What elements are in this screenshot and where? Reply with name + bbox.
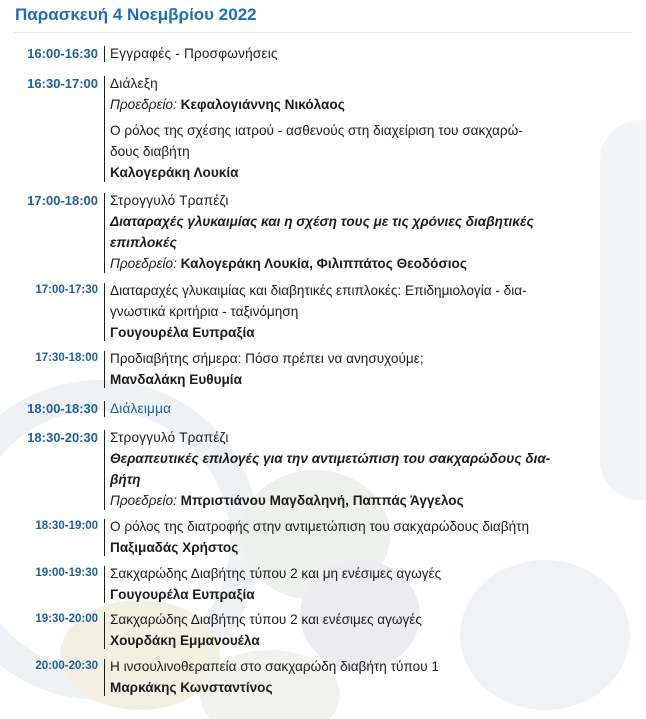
session-time: 20:00-20:30 bbox=[35, 660, 98, 672]
divider bbox=[104, 193, 105, 273]
session-time: 18:30-20:30 bbox=[27, 430, 98, 445]
talk-title: Σακχαρώδης Διαβήτης τύπου 2 και μη ενέσιμες αγωγές bbox=[110, 566, 442, 581]
session-time: 18:30-19:00 bbox=[35, 520, 98, 532]
speaker: Γουγουρέλα Ευπραξία bbox=[110, 587, 255, 602]
speaker: Μαρκάκης Κωνσταντίνος bbox=[110, 680, 273, 695]
chairs: Κεφαλογιάννης Νικόλαος bbox=[180, 97, 345, 112]
session-time: 19:00-19:30 bbox=[35, 567, 98, 579]
divider bbox=[104, 401, 105, 417]
day-title: Παρασκευή 4 Νοεμβρίου 2022 bbox=[15, 5, 257, 24]
session-heading: Διάλειμμα bbox=[110, 401, 172, 416]
session-time: 17:00-18:00 bbox=[27, 193, 98, 208]
session-subtitle-cont: βήτη bbox=[110, 472, 141, 487]
speaker: Γουγουρέλα Ευπραξία bbox=[110, 325, 255, 340]
divider bbox=[104, 76, 105, 182]
speaker: Καλογεράκη Λουκία bbox=[110, 165, 239, 180]
session-time: 18:00-18:30 bbox=[27, 401, 98, 416]
talk-title: Ο ρόλος της σχέσης ιατρού - ασθενούς στη διαχείριση του σακχαρώ- bbox=[110, 123, 523, 138]
talk-title: Σακχαρώδης Διαβήτης τύπου 2 και ενέσιμες αγωγές bbox=[110, 612, 422, 627]
divider bbox=[14, 32, 632, 33]
session-subtitle-cont: επιπλοκές bbox=[110, 235, 177, 250]
divider bbox=[104, 430, 105, 510]
speaker: Χουρδάκη Εμμανουέλα bbox=[110, 633, 260, 648]
session-time: 19:30-20:00 bbox=[35, 613, 98, 625]
talk-title: Η ινσουλινοθεραπεία στο σακχαρώδη διαβήτη τύπου 1 bbox=[110, 659, 439, 674]
chair-label: Προεδρείο: bbox=[110, 97, 177, 112]
talk-title: Ο ρόλος της διατροφής στην αντιμετώπιση του σακχαρώδους διαβήτη bbox=[110, 519, 530, 534]
speaker: Παξιμαδάς Χρήστος bbox=[110, 540, 239, 555]
divider bbox=[104, 612, 105, 649]
session-heading: Διάλεξη bbox=[110, 76, 158, 91]
divider bbox=[104, 659, 105, 696]
session-time: 16:30-17:00 bbox=[27, 76, 98, 91]
session-subtitle: Διαταραχές γλυκαιμίας και η σχέση τους με τις χρόνιες διαβητικές bbox=[110, 214, 534, 229]
divider bbox=[104, 351, 105, 388]
chairs: Καλογεράκη Λουκία, Φιλιππάτος Θεοδόσιος bbox=[180, 256, 467, 271]
session-time: 17:30-18:00 bbox=[35, 352, 98, 364]
divider bbox=[104, 519, 105, 556]
session-heading: Στρογγυλό Τραπέζι bbox=[110, 430, 229, 445]
divider bbox=[104, 566, 105, 603]
chairs: Μπριστιάνου Μαγδαληνή, Παππάς Άγγελος bbox=[180, 493, 464, 508]
talk-title-cont: γνωστικά κριτήρια - ταξινόμηση bbox=[110, 304, 299, 319]
talk-title-cont: δους διαβήτη bbox=[110, 144, 190, 159]
divider bbox=[104, 46, 105, 62]
talk-title: Διαταραχές γλυκαιμίας και διαβητικές επιπλοκές: Επιδημιολογία - δια- bbox=[110, 283, 527, 298]
speaker: Μανδαλάκη Ευθυμία bbox=[110, 372, 242, 387]
chair-label: Προεδρείο: bbox=[110, 493, 177, 508]
session-subtitle: Θεραπευτικές επιλογές για την αντιμετώπιση του σακχαρώδους δια- bbox=[110, 451, 551, 466]
session-time: 16:00-16:30 bbox=[27, 46, 98, 61]
talk-title: Προδιαβήτης σήμερα: Πόσο πρέπει να ανησυχούμε; bbox=[110, 351, 424, 366]
session-heading: Εγγραφές - Προσφωνήσεις bbox=[110, 46, 278, 61]
divider bbox=[104, 283, 105, 341]
session-heading: Στρογγυλό Τραπέζι bbox=[110, 193, 229, 208]
session-time: 17:00-17:30 bbox=[35, 284, 98, 296]
chair-label: Προεδρείο: bbox=[110, 256, 177, 271]
